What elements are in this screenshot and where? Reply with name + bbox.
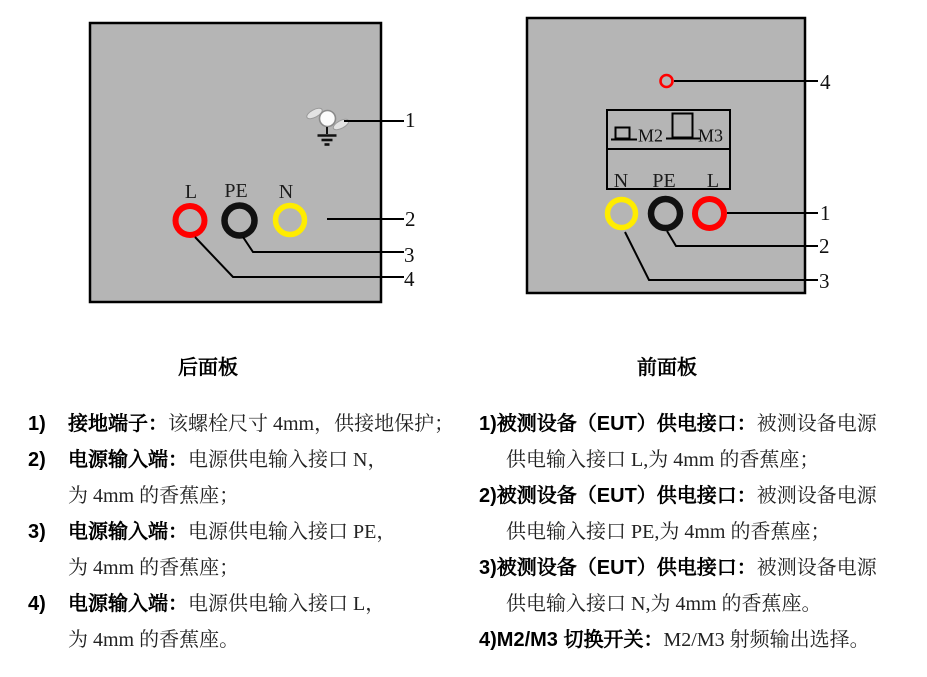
rear-callout-number-1: 1 bbox=[405, 108, 416, 132]
rear-terminal-label-pe: PE bbox=[224, 180, 248, 202]
note-number: 1) bbox=[479, 413, 497, 435]
rear-callout-number-2: 2 bbox=[405, 207, 416, 231]
note-number: 4) bbox=[28, 593, 46, 615]
note-desc-cont: 供电输入接口 N,为 4mm 的香蕉座。 bbox=[506, 593, 822, 615]
note-label: 被测设备（EUT）供电接口： bbox=[496, 413, 757, 435]
rear-panel-face bbox=[90, 23, 381, 302]
note-desc-cont: 为 4mm 的香蕉座； bbox=[68, 557, 240, 579]
note-label: M2/M3 切换开关： bbox=[496, 629, 664, 651]
front-note-1 bbox=[479, 406, 927, 478]
front-terminal-label-n: N bbox=[613, 170, 629, 192]
note-desc-cont: 供电输入接口 PE,为 4mm 的香蕉座； bbox=[506, 521, 831, 543]
note-desc: M2/M3 射频输出选择。 bbox=[663, 629, 870, 651]
front-panel-caption: 前面板 bbox=[637, 357, 697, 379]
front-callout-number-1: 1 bbox=[820, 201, 831, 225]
front-callout-number-3: 3 bbox=[819, 269, 830, 293]
front-terminal-label-l: L bbox=[706, 170, 720, 192]
front-callout-number-4: 4 bbox=[820, 70, 831, 94]
rear-terminal-label-n: N bbox=[278, 181, 294, 203]
rear-callout-number-4: 4 bbox=[404, 267, 415, 291]
rear-note-4 bbox=[28, 586, 468, 658]
note-desc: 该螺栓尺寸 4mm，供接地保护； bbox=[168, 413, 455, 435]
front-panel-notes bbox=[479, 406, 927, 658]
rear-callout-number-3: 3 bbox=[404, 243, 415, 267]
front-note-2 bbox=[479, 478, 927, 550]
note-label: 电源输入端： bbox=[68, 521, 188, 543]
front-panel-diagram bbox=[500, 10, 870, 310]
rear-note-2 bbox=[28, 442, 468, 514]
note-label: 被测设备（EUT）供电接口： bbox=[496, 485, 757, 507]
note-number: 2) bbox=[479, 485, 497, 507]
front-note-3 bbox=[479, 550, 927, 622]
front-terminal-label-pe: PE bbox=[652, 170, 676, 192]
rear-panel-caption: 后面板 bbox=[178, 357, 238, 379]
front-callout-number-2: 2 bbox=[819, 234, 830, 258]
note-desc: 电源供电输入接口 N， bbox=[188, 449, 388, 471]
m3-switch-label: M3 bbox=[698, 125, 724, 146]
rear-panel-notes bbox=[28, 406, 468, 658]
front-panel-face bbox=[527, 18, 805, 293]
m2-switch-label: M2 bbox=[638, 125, 664, 146]
rear-note-1 bbox=[28, 406, 468, 442]
note-desc: 电源供电输入接口 L， bbox=[188, 593, 386, 615]
note-desc: 被测设备电源 bbox=[756, 413, 877, 435]
rear-terminal-label-l: L bbox=[184, 181, 198, 203]
note-number: 1) bbox=[28, 413, 46, 435]
note-desc-cont: 为 4mm 的香蕉座； bbox=[68, 485, 240, 507]
rear-panel-diagram bbox=[60, 10, 430, 310]
note-label: 电源输入端： bbox=[68, 449, 188, 471]
note-desc: 电源供电输入接口 PE， bbox=[188, 521, 397, 543]
note-number: 2) bbox=[28, 449, 46, 471]
rear-note-3 bbox=[28, 514, 468, 586]
note-desc-cont: 供电输入接口 L,为 4mm 的香蕉座； bbox=[506, 449, 820, 471]
note-number: 3) bbox=[479, 557, 497, 579]
note-label: 接地端子： bbox=[68, 413, 168, 435]
note-label: 被测设备（EUT）供电接口： bbox=[496, 557, 757, 579]
note-number: 4) bbox=[479, 629, 497, 651]
note-desc: 被测设备电源 bbox=[756, 485, 877, 507]
note-label: 电源输入端： bbox=[68, 593, 188, 615]
front-note-4 bbox=[479, 622, 927, 658]
note-desc-cont: 为 4mm 的香蕉座。 bbox=[68, 629, 240, 651]
note-desc: 被测设备电源 bbox=[756, 557, 877, 579]
note-number: 3) bbox=[28, 521, 46, 543]
